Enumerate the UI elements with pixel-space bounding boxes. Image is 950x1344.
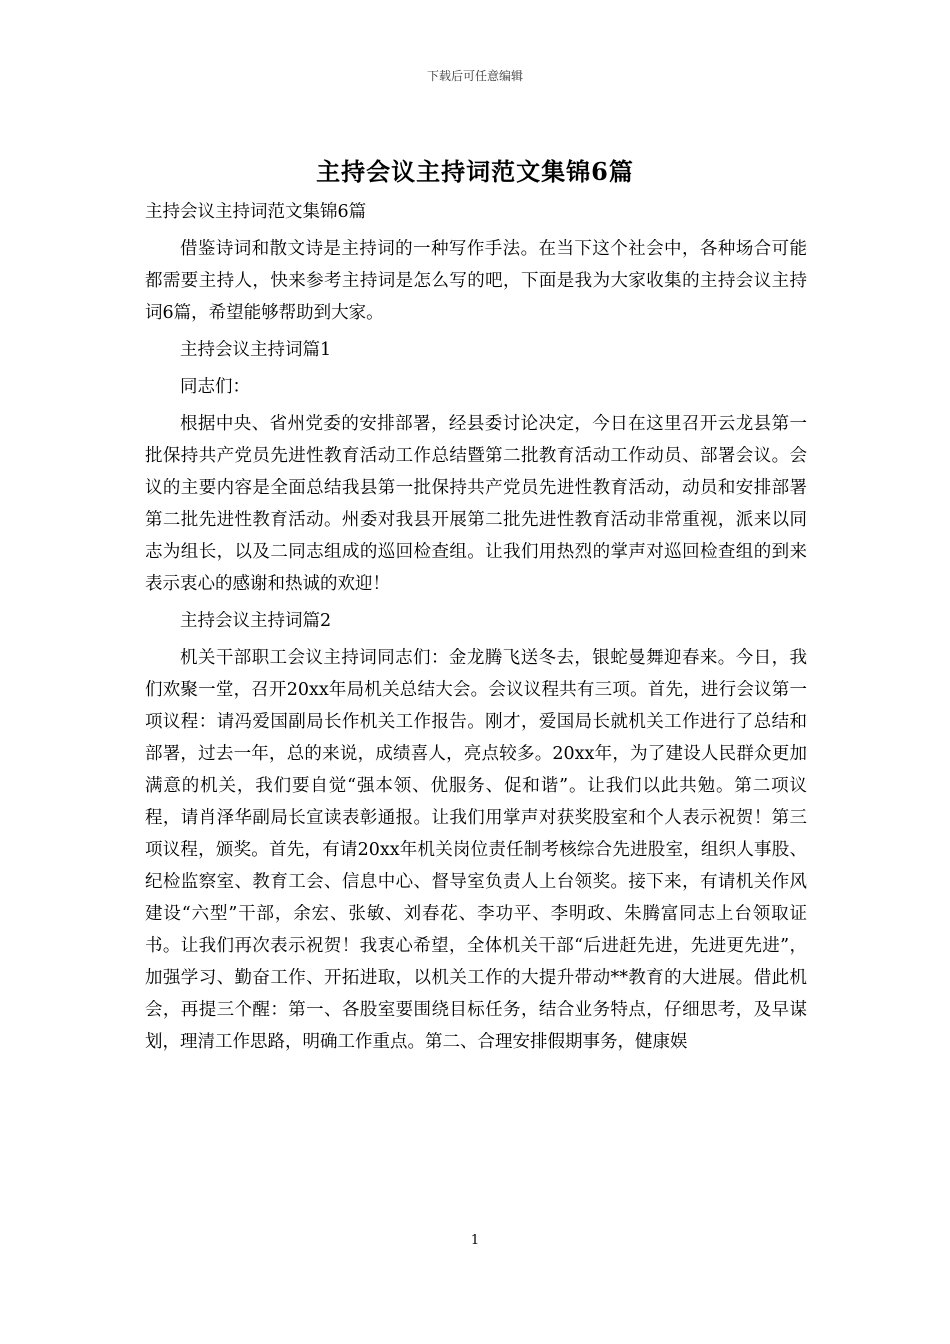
document-title: 主持会议主持词范文集锦6篇 [316,157,634,186]
document-body [145,196,807,1063]
document-subtitle: 主持会议主持词范文集锦6篇 [145,202,367,222]
section-heading-1: 主持会议主持词篇1 [180,340,332,360]
page-number: 1 [470,1233,480,1248]
page-header-note: 下载后可任意编辑 [426,69,523,83]
body-paragraph: 机关干部职工会议主持词同志们：金龙腾飞送冬去，银蛇曼舞迎春来。今日，我们欢聚一堂，召开20xx年局机关总结大会。会议议程共有三项。首先，进行会议第一项议程：请冯爱国副局长作机关工作报告。刚才，爱国局长就机关工作进行了总结和部署，过去一年，总的来说，成绩喜人，亮点较多。20xx年，为了建设人民群众更加满意的机关，我们要自觉“强本领、优服务、促和谐”。让我们以此共勉。第二项议程，请肖泽华副局长宣读表彰通报。让我们用掌声对获奖股室和个人表示祝贺！第三项议程，颁奖。首先，有请20xx年机关岗位责任制考核综合先进股室，组织人事股、纪检监察室、教育工会、信息中心、督导室负责人上台领奖。接下来，有请机关作风建设“六型”干部，余宏、张敏、刘春花、李功平、李明政、朱腾富同志上台领取证书。让我们再次表示祝贺！我衷心希望，全体机关干部“后进赶先进，先进更先进”，加强学习、勤奋工作、开拓进取，以机关工作的大提升带动**教育的大进展。借此机会，再提三个醒：第一、各股室要围绕目标任务，结合业务特点，仔细思考，及早谋划，理清工作思路，明确工作重点。第二、合理安排假期事务，健康娱 [145,648,807,1052]
intro-paragraph: 借鉴诗词和散文诗是主持词的一种写作手法。在当下这个社会中，各种场合可能都需要主持人，快来参考主持词是怎么写的吧，下面是我为大家收集的主持会议主持词6篇，希望能够帮助到大家。 [145,239,807,323]
body-paragraph: 根据中央、省州党委的安排部署，经县委讨论决定，今日在这里召开云龙县第一批保持共产党员先进性教育活动工作总结暨第二批教育活动工作动员、部署会议。会议的主要内容是全面总结我县第一批保持共产党员先进性教育活动，动员和安排部署第二批先进性教育活动。州委对我县开展第二批先进性教育活动非常重视，派来以同志为组长，以及二同志组成的巡回检查组。让我们用热烈的掌声对巡回检查组的到来表示衷心的感谢和热诚的欢迎！ [145,414,807,594]
section-heading-2: 主持会议主持词篇2 [180,611,332,631]
salutation: 同志们： [180,377,250,397]
